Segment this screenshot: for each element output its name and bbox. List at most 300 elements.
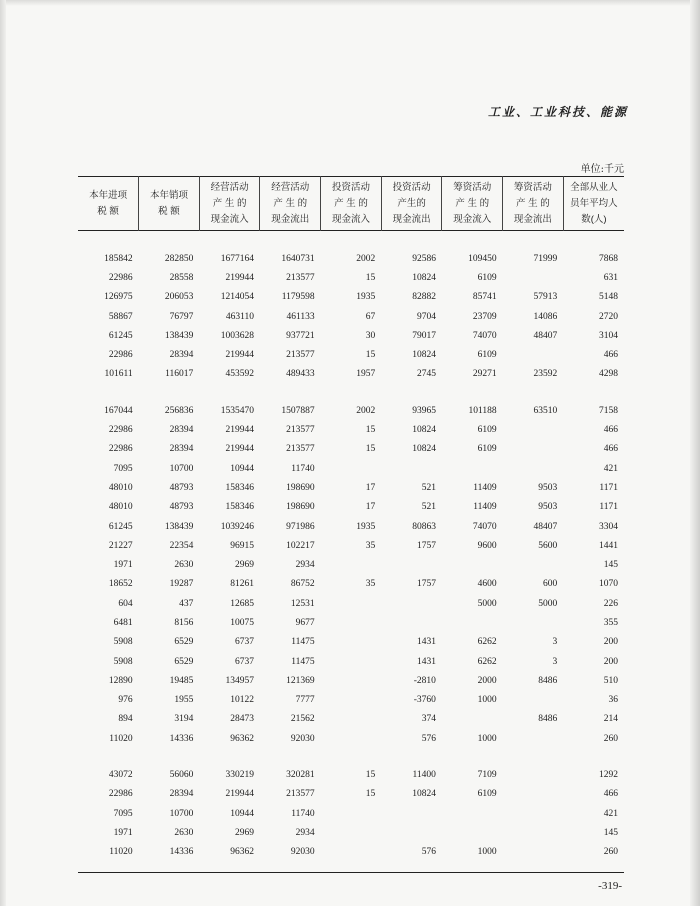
table-cell: 260 <box>603 847 618 858</box>
table-cell: 101611 <box>104 369 133 380</box>
spacer-cell <box>381 384 442 401</box>
column-header <box>139 177 200 231</box>
table-cell: 894 <box>118 714 133 725</box>
table-cell: 74070 <box>472 330 497 341</box>
table-cell: 10075 <box>230 617 254 628</box>
table-cell: 213577 <box>286 789 315 800</box>
table-cell <box>503 823 564 842</box>
table-cell: 421 <box>603 463 618 474</box>
table-cell: 6481 <box>113 617 133 628</box>
column-header-line: 产生的 <box>397 197 426 209</box>
table-cell: 10824 <box>412 789 436 800</box>
table-cell: 374 <box>421 714 436 725</box>
table-cell: 22986 <box>108 272 133 283</box>
table-cell: 219944 <box>225 789 254 800</box>
table-cell <box>503 804 564 823</box>
table-cell: 81261 <box>230 579 254 590</box>
table-cell <box>381 594 442 613</box>
table-cell: 86752 <box>290 579 315 590</box>
table-cell: 604 <box>118 598 133 609</box>
table-cell: 7158 <box>599 405 618 416</box>
column-header-line: 全部从业人 <box>570 181 618 193</box>
table-cell: 17 <box>365 502 376 513</box>
table-cell: 421 <box>603 808 618 819</box>
column-header-line: 产 生 的 <box>516 197 550 209</box>
column-header-line: 产 生 的 <box>455 197 490 209</box>
table-cell: 9600 <box>477 540 497 551</box>
table-cell: 7095 <box>113 808 133 819</box>
table-cell: 11740 <box>291 463 315 474</box>
column-header <box>78 177 139 231</box>
table-cell: 1955 <box>174 695 194 706</box>
column-header-line: 现金流出 <box>392 213 431 225</box>
table-row <box>78 843 624 862</box>
table-cell: 158346 <box>225 482 254 493</box>
table-cell: 61245 <box>108 330 133 341</box>
table-cell <box>321 691 382 710</box>
table-cell <box>381 613 442 632</box>
spacer-cell <box>78 231 139 250</box>
table-cell: 15 <box>365 444 376 455</box>
column-header-line: 员年平均人 <box>570 197 618 209</box>
table-cell: 1292 <box>599 770 618 781</box>
column-header <box>442 177 503 231</box>
table-cell: 19287 <box>169 579 194 590</box>
page-number: -319- <box>598 880 622 892</box>
table-cell: 5000 <box>538 598 558 609</box>
table-cell: 453592 <box>225 369 254 380</box>
table-cell: 58867 <box>108 311 133 322</box>
table-cell: 145 <box>603 827 618 838</box>
spacer-cell <box>503 748 564 765</box>
table-cell: 9677 <box>295 617 315 628</box>
table-cell <box>381 555 442 574</box>
table-cell: 11409 <box>473 482 497 493</box>
table-cell: 1935 <box>356 292 376 303</box>
table-cell: 19485 <box>169 675 194 686</box>
table-cell: 213577 <box>286 272 315 283</box>
table-cell: 28558 <box>169 272 194 283</box>
table-cell <box>381 823 442 842</box>
table-cell: 466 <box>603 444 618 455</box>
column-header-line: 本年进项 <box>89 189 128 201</box>
column-header-line: 筹资活动 <box>453 181 492 193</box>
table-cell: 6109 <box>477 789 497 800</box>
column-header <box>503 177 564 231</box>
table-cell: 18652 <box>108 579 133 590</box>
scan-edge-right <box>690 0 700 906</box>
table-cell: 80863 <box>412 521 436 532</box>
header-row <box>78 177 624 231</box>
table-row <box>78 288 624 307</box>
table-row <box>78 594 624 613</box>
table-cell: 10944 <box>230 808 254 819</box>
table-row <box>78 633 624 652</box>
table-cell: -2810 <box>413 675 436 686</box>
table-cell <box>381 804 442 823</box>
table-cell: 10824 <box>412 272 436 283</box>
table-cell: 1171 <box>599 482 618 493</box>
table-cell: 28394 <box>169 789 194 800</box>
table-cell: 7095 <box>113 463 133 474</box>
column-header-line: 现金流出 <box>271 213 310 225</box>
table-cell <box>321 843 382 862</box>
table-cell: 48010 <box>108 502 133 513</box>
table-cell: 1431 <box>416 637 436 648</box>
table-cell: 3194 <box>174 714 194 725</box>
table-cell: 11740 <box>291 808 315 819</box>
table-cell: 10824 <box>412 425 436 436</box>
table-cell: 10824 <box>412 444 436 455</box>
table-cell: 116017 <box>165 369 194 380</box>
table-row <box>78 365 624 384</box>
column-header-line: 现金流入 <box>453 213 492 225</box>
table-cell: 48793 <box>169 482 194 493</box>
spacer-cell <box>78 384 139 401</box>
table-cell: 22986 <box>108 350 133 361</box>
table-cell <box>321 613 382 632</box>
table-row <box>78 345 624 364</box>
table-cell <box>321 459 382 478</box>
table-cell <box>503 459 564 478</box>
table-cell: 6262 <box>477 637 497 648</box>
table-cell: 2934 <box>295 827 315 838</box>
column-header <box>321 177 382 231</box>
table-cell: 7868 <box>599 253 618 264</box>
table-cell: 10824 <box>412 350 436 361</box>
table-cell <box>442 613 503 632</box>
table-cell: 96915 <box>230 540 254 551</box>
table-row <box>78 765 624 784</box>
table-row <box>78 804 624 823</box>
table-cell <box>503 268 564 287</box>
table-cell: 219944 <box>225 444 254 455</box>
table-cell <box>321 652 382 671</box>
table-cell: 82882 <box>412 292 436 303</box>
table-cell: 219944 <box>225 272 254 283</box>
table-cell <box>503 613 564 632</box>
table-cell: 10944 <box>230 463 254 474</box>
table-row <box>78 536 624 555</box>
table-cell: 1070 <box>599 579 618 590</box>
table-cell: 138439 <box>164 330 194 341</box>
table-cell: 1039246 <box>220 521 254 532</box>
spacer-cell <box>139 231 200 250</box>
spacer-cell <box>139 748 200 765</box>
table-cell: 9503 <box>538 502 558 513</box>
spacer-cell <box>503 384 564 401</box>
statistics-table <box>78 176 624 862</box>
spacer-cell <box>199 384 260 401</box>
table-cell: 11475 <box>291 637 315 648</box>
table-cell: 1640731 <box>281 253 315 264</box>
table-cell: 57913 <box>533 292 558 303</box>
table-row <box>78 671 624 690</box>
table-cell: 61245 <box>108 521 133 532</box>
table-cell <box>503 440 564 459</box>
table-cell: 2720 <box>599 311 618 322</box>
table-cell: 206053 <box>164 292 194 303</box>
spacer-cell <box>260 231 321 250</box>
table-cell <box>321 729 382 748</box>
table-cell: 8486 <box>538 714 558 725</box>
table-row <box>78 459 624 478</box>
column-header-line: 经营活动 <box>271 181 310 193</box>
table-cell: 1171 <box>599 502 618 513</box>
table-cell: 109450 <box>468 253 497 264</box>
table-cell: 1179598 <box>281 292 315 303</box>
table-cell: 2002 <box>356 405 376 416</box>
spacer-cell <box>260 384 321 401</box>
table-cell: 463110 <box>225 311 254 322</box>
table-cell: 6737 <box>234 637 254 648</box>
column-header <box>563 177 624 231</box>
table-cell: 12531 <box>290 598 315 609</box>
table-cell: 6109 <box>477 444 497 455</box>
table-cell: 10700 <box>169 463 194 474</box>
table-cell: 5908 <box>113 637 133 648</box>
table-row <box>78 729 624 748</box>
table-cell: 145 <box>603 560 618 571</box>
table-cell: 2630 <box>174 560 194 571</box>
table-cell: 1000 <box>477 847 497 858</box>
table-cell: 256836 <box>164 405 194 416</box>
table-cell: 3 <box>552 637 558 648</box>
table-cell <box>442 555 503 574</box>
table-cell: 85741 <box>472 292 497 303</box>
spacer-cell <box>321 231 382 250</box>
table-cell: 185842 <box>104 253 133 264</box>
table-cell <box>321 823 382 842</box>
table-cell: 576 <box>421 733 436 744</box>
spacer-cell <box>199 748 260 765</box>
spacer-cell <box>199 231 260 250</box>
bottom-rule <box>78 872 624 873</box>
table-cell: 355 <box>603 617 618 628</box>
column-header-line: 投资活动 <box>392 181 431 193</box>
section-title: 工业、工业科技、能源 <box>487 105 628 119</box>
table-cell: 28394 <box>169 350 194 361</box>
table-cell: 36 <box>608 695 618 706</box>
table-row <box>78 440 624 459</box>
table-cell: 35 <box>365 579 376 590</box>
table-cell: 2969 <box>234 560 254 571</box>
table-cell <box>503 555 564 574</box>
table-cell: 96362 <box>230 733 254 744</box>
table-cell: 10700 <box>169 808 194 819</box>
table-cell: 4298 <box>599 369 618 380</box>
table-cell: 1431 <box>416 656 436 667</box>
spacer-cell <box>260 748 321 765</box>
table-cell: 158346 <box>225 502 254 513</box>
table-cell: 461133 <box>286 311 315 322</box>
spacer-cell <box>321 748 382 765</box>
table-row <box>78 575 624 594</box>
column-header-line: 产 生 的 <box>334 197 368 209</box>
table-cell: 1757 <box>416 579 436 590</box>
table-cell: 489433 <box>286 369 315 380</box>
column-header-line: 税 额 <box>158 205 180 217</box>
table-cell: 1757 <box>416 540 436 551</box>
table-cell: 5600 <box>538 540 558 551</box>
table-row <box>78 498 624 517</box>
table-cell: 219944 <box>225 350 254 361</box>
column-header-line: 产 生 的 <box>273 197 308 209</box>
table-cell <box>321 594 382 613</box>
table-cell: 1535470 <box>220 405 254 416</box>
table-row <box>78 691 624 710</box>
table-cell: 2630 <box>174 827 194 838</box>
table-cell: -3760 <box>413 695 436 706</box>
column-header-line: 本年销项 <box>149 189 188 201</box>
table-cell <box>503 843 564 862</box>
spacer-cell <box>442 384 503 401</box>
column-header-line: 税 额 <box>97 205 119 217</box>
table-cell <box>503 729 564 748</box>
spacer-cell <box>563 748 624 765</box>
table-cell: 198690 <box>286 482 315 493</box>
table-cell <box>503 785 564 804</box>
column-header-line: 筹资活动 <box>513 181 552 193</box>
table-cell: 10122 <box>230 695 254 706</box>
table-cell: 28394 <box>169 444 194 455</box>
table-cell: 6737 <box>234 656 254 667</box>
table-cell: 56060 <box>169 770 194 781</box>
column-header-line: 现金流入 <box>210 213 249 225</box>
table-cell: 76797 <box>169 311 194 322</box>
table-cell: 71999 <box>533 253 558 264</box>
table-cell: 214 <box>603 714 618 725</box>
table-cell: 226 <box>603 598 618 609</box>
scan-edge-top <box>0 0 700 6</box>
row-spacer <box>78 384 624 401</box>
table-cell: 22986 <box>108 425 133 436</box>
table-cell: 2969 <box>234 827 254 838</box>
table-cell: 2745 <box>416 369 436 380</box>
table-cell: 15 <box>365 272 376 283</box>
column-header <box>199 177 260 231</box>
table-cell: 9704 <box>416 311 436 322</box>
table-cell: 121369 <box>286 675 315 686</box>
spacer-cell <box>78 748 139 765</box>
spacer-cell <box>381 231 442 250</box>
table-cell: 48407 <box>533 521 558 532</box>
table-cell: 2002 <box>356 253 376 264</box>
table-cell: 63510 <box>533 405 558 416</box>
table-cell: 5000 <box>477 598 497 609</box>
table-cell: 23592 <box>533 369 558 380</box>
table-cell: 102217 <box>286 540 315 551</box>
table-cell: 96362 <box>230 847 254 858</box>
scan-edge-left <box>0 0 6 906</box>
spacer-cell <box>442 748 503 765</box>
table-cell: 28473 <box>230 714 254 725</box>
table-cell <box>442 804 503 823</box>
table-cell: 23709 <box>472 311 497 322</box>
table-cell: 5148 <box>599 292 618 303</box>
table-body <box>78 231 624 862</box>
table-cell: 167044 <box>104 405 133 416</box>
table-cell: 6109 <box>477 350 497 361</box>
table-cell: 7777 <box>295 695 315 706</box>
table-cell: 11400 <box>412 770 436 781</box>
table-cell: 30 <box>365 330 376 341</box>
table-cell <box>503 765 564 784</box>
spacer-cell <box>442 231 503 250</box>
table-cell: 11475 <box>291 656 315 667</box>
table-cell: 320281 <box>286 770 315 781</box>
table-cell: 213577 <box>286 350 315 361</box>
table-cell: 466 <box>603 789 618 800</box>
table-cell <box>442 710 503 729</box>
table-cell: 134957 <box>225 675 254 686</box>
table-cell: 48010 <box>108 482 133 493</box>
table-cell: 3104 <box>599 330 618 341</box>
table-cell: 213577 <box>286 444 315 455</box>
table-row <box>78 652 624 671</box>
table-header <box>78 177 624 231</box>
spacer-cell <box>503 231 564 250</box>
table-row <box>78 478 624 497</box>
table-cell: 198690 <box>286 502 315 513</box>
table-cell <box>321 633 382 652</box>
table-cell: 43072 <box>108 770 133 781</box>
table-cell: 6109 <box>477 425 497 436</box>
spacer-cell <box>563 384 624 401</box>
table-cell: 92586 <box>412 253 436 264</box>
table-cell: 14336 <box>169 847 194 858</box>
table-cell: 15 <box>365 770 376 781</box>
table-cell: 7109 <box>477 770 497 781</box>
table-cell: 8486 <box>538 675 558 686</box>
table-cell <box>321 671 382 690</box>
table-cell: 126975 <box>104 292 133 303</box>
table-cell: 576 <box>421 847 436 858</box>
table-cell: 11409 <box>473 502 497 513</box>
table-cell <box>321 804 382 823</box>
table-row <box>78 268 624 287</box>
table-cell <box>321 555 382 574</box>
table-cell <box>381 459 442 478</box>
table-cell: 6262 <box>477 656 497 667</box>
table-cell: 92030 <box>290 847 315 858</box>
table-cell: 15 <box>365 350 376 361</box>
table-cell <box>442 823 503 842</box>
column-header <box>260 177 321 231</box>
table-row <box>78 307 624 326</box>
table-row <box>78 555 624 574</box>
table-cell: 600 <box>543 579 558 590</box>
table-cell: 1000 <box>477 733 497 744</box>
table-cell: 79017 <box>412 330 436 341</box>
table-cell: 15 <box>365 425 376 436</box>
unit-label: 单位:千元 <box>580 164 624 175</box>
table-cell: 21562 <box>290 714 315 725</box>
table-cell: 937721 <box>286 330 315 341</box>
table-cell: 1677164 <box>220 253 254 264</box>
table-cell: 35 <box>365 540 376 551</box>
table-cell: 260 <box>603 733 618 744</box>
table-cell: 12890 <box>108 675 133 686</box>
table-cell: 971986 <box>286 521 315 532</box>
table-cell: 22354 <box>169 540 194 551</box>
table-row <box>78 823 624 842</box>
table-cell: 200 <box>603 637 618 648</box>
table-cell: 67 <box>365 311 376 322</box>
table-cell: 437 <box>179 598 194 609</box>
table-cell: 1971 <box>113 560 133 571</box>
table-cell: 3304 <box>599 521 618 532</box>
